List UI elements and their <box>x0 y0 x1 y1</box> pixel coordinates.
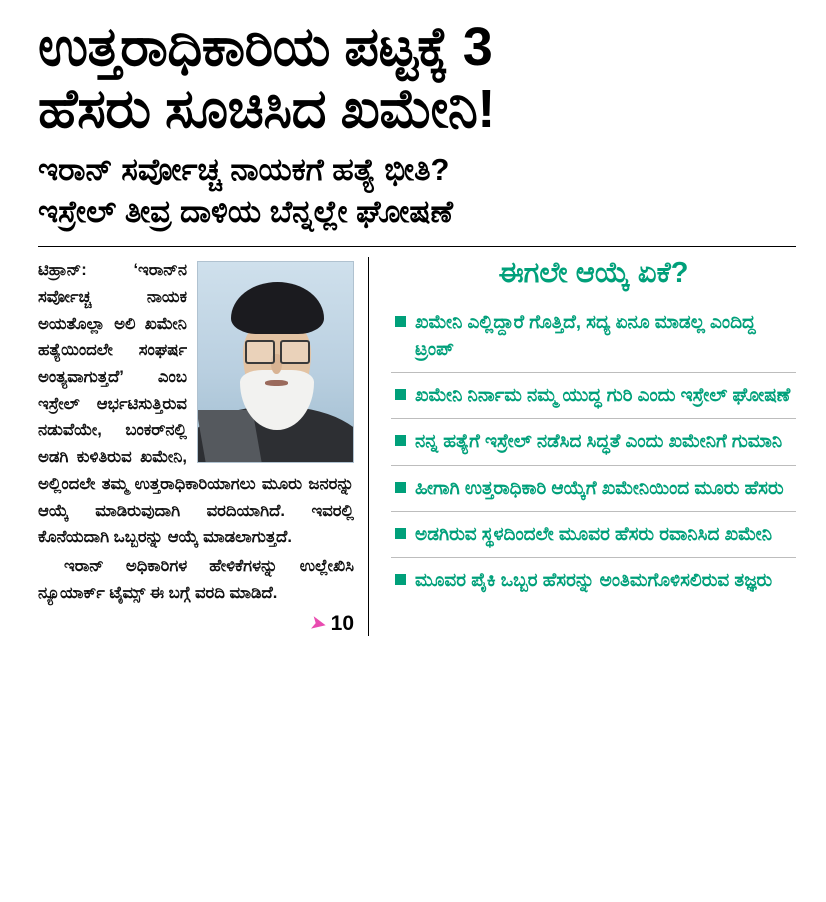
subheadline <box>38 151 796 233</box>
photo-glasses-right-lens <box>280 340 310 364</box>
story-dateline: ಟಿಹ್ರಾನ್: <box>38 261 87 280</box>
list-item-label: ಅಡಗಿರುವ ಸ್ಥಳದಿಂದಲೇ ಮೂವರ ಹೆಸರು ರವಾನಿಸಿದ ಖಮೇನಿ <box>415 522 773 544</box>
square-bullet-icon <box>395 435 406 446</box>
subheadline-line-1: ಇರಾನ್ ಸರ್ವೋಚ್ಚ ನಾಯಕಗೆ ಹತ್ಯೆ ಭೀತಿ? <box>38 151 450 187</box>
arrow-icon: ➤ <box>307 611 329 637</box>
story-paragraph-1-text: ‘ಇರಾನ್‌ನ ಸರ್ವೋಚ್ಚ ನಾಯಕ ಅಯತೊಲ್ಲಾ ಅಲಿ ಖಮೇನಿ ಹತ್ಯೆಯಿಂದಲೇ ಸಂಘರ್ಷ ಅಂತ್ಯವಾಗುತ್ತದೆ’ ಎಂಬ ಇಸ್ರೇಲ್ ಆರ್ಭಟಿಸುತ್ತಿರುವ ನಡುವೆಯೇ, ಬಂಕರ್‌ನಲ್ಲಿ ಅಡಗಿ ಕುಳಿತಿರುವ ಖಮೇನಿ, ಅಲ್ಲಿಂದಲೇ ತಮ್ಮ ಉತ್ತರಾಧಿಕಾರಿಯಾಗಲು ಮೂರು ಜನರನ್ನು ಆಯ್ಕೆ ಮಾಡಿರುವುದಾಗಿ ವರದಿಯಾಗಿದೆ. ಇವರಲ್ಲಿ ಕೊನೆಯದಾಗಿ ಒಬ್ಬರನ್ನು ಆಯ್ಕೆ ಮಾಡಲಾಗುತ್ತದೆ. <box>38 261 354 547</box>
sidebar-box <box>383 257 796 636</box>
continuation-page-number: 10 <box>330 612 354 636</box>
headline-line-2: ಹೆಸರು ಸೂಚಿಸಿದ ಖಮೇನಿ! <box>38 79 495 140</box>
square-bullet-icon <box>395 528 406 539</box>
story-paragraph-2: ಇರಾನ್ ಅಧಿಕಾರಿಗಳ ಹೇಳಿಕೆಗಳನ್ನು ಉಲ್ಲೇಖಿಸಿ ನ್ಯೂಯಾರ್ಕ್ ಟೈಮ್ಸ್ ಈ ಬಗ್ಗೆ ವರದಿ ಮಾಡಿದೆ. <box>38 557 354 602</box>
list-item <box>391 512 796 558</box>
headline <box>38 18 796 139</box>
photo-glasses-left-lens <box>245 340 275 364</box>
square-bullet-icon <box>395 482 406 493</box>
square-bullet-icon <box>395 389 406 400</box>
list-item <box>391 466 796 512</box>
square-bullet-icon <box>395 574 406 585</box>
square-bullet-icon <box>395 316 406 327</box>
list-item <box>391 558 796 603</box>
story-column <box>38 257 368 636</box>
list-item <box>391 419 796 465</box>
subheadline-line-2: ಇಸ್ರೇಲ್ ತೀವ್ರ ದಾಳಿಯ ಬೆನ್ನಲ್ಲೇ ಘೋಷಣೆ <box>38 194 454 230</box>
column-divider <box>368 257 369 636</box>
photo-mouth <box>265 380 288 386</box>
list-item-label: ಖಮೇನಿ ನಿರ್ನಾಮ ನಮ್ಮ ಯುದ್ಧ ಗುರಿ ಎಂದು ಇಸ್ರೇಲ್ ಘೋಷಣೆ <box>415 384 791 405</box>
header-divider <box>38 246 796 247</box>
portrait-photo <box>197 261 354 463</box>
sidebar-title: ಈಗಲೇ ಆಯ್ಕೆ ಏಕೆ? <box>498 257 689 290</box>
list-item <box>391 300 796 373</box>
continuation-marker <box>38 612 354 636</box>
article-body <box>38 257 796 636</box>
list-item-label: ಖಮೇನಿ ಎಲ್ಲಿದ್ದಾರೆ ಗೊತ್ತಿದೆ, ಸದ್ಯ ಏನೂ ಮಾಡಲ್ಲ ಎಂದಿದ್ದ ಟ್ರಂಪ್ <box>415 311 756 359</box>
headline-line-1: ಉತ್ತರಾಧಿಕಾರಿಯ ಪಟ್ಟಕ್ಕೆ 3 <box>38 17 493 77</box>
list-item <box>391 373 796 419</box>
list-item-label: ನನ್ನ ಹತ್ಯೆಗೆ ಇಸ್ರೇಲ್ ನಡೆಸಿದ ಸಿದ್ಧತೆ ಎಂದು ಖಮೇನಿಗೆ ಗುಮಾನಿ <box>415 430 783 452</box>
sidebar-bullet-list <box>391 300 796 603</box>
list-item-label: ಮೂವರ ಪೈಕಿ ಒಬ್ಬರ ಹೆಸರನ್ನು ಅಂತಿಮಗೊಳಿಸಲಿರುವ ತಜ್ಞರು <box>415 569 773 591</box>
story-text <box>38 257 354 606</box>
list-item-label: ಹೀಗಾಗಿ ಉತ್ತರಾಧಿಕಾರಿ ಆಯ್ಕೆಗೆ ಖಮೇನಿಯಿಂದ ಮೂರು ಹೆಸರು <box>415 476 784 498</box>
